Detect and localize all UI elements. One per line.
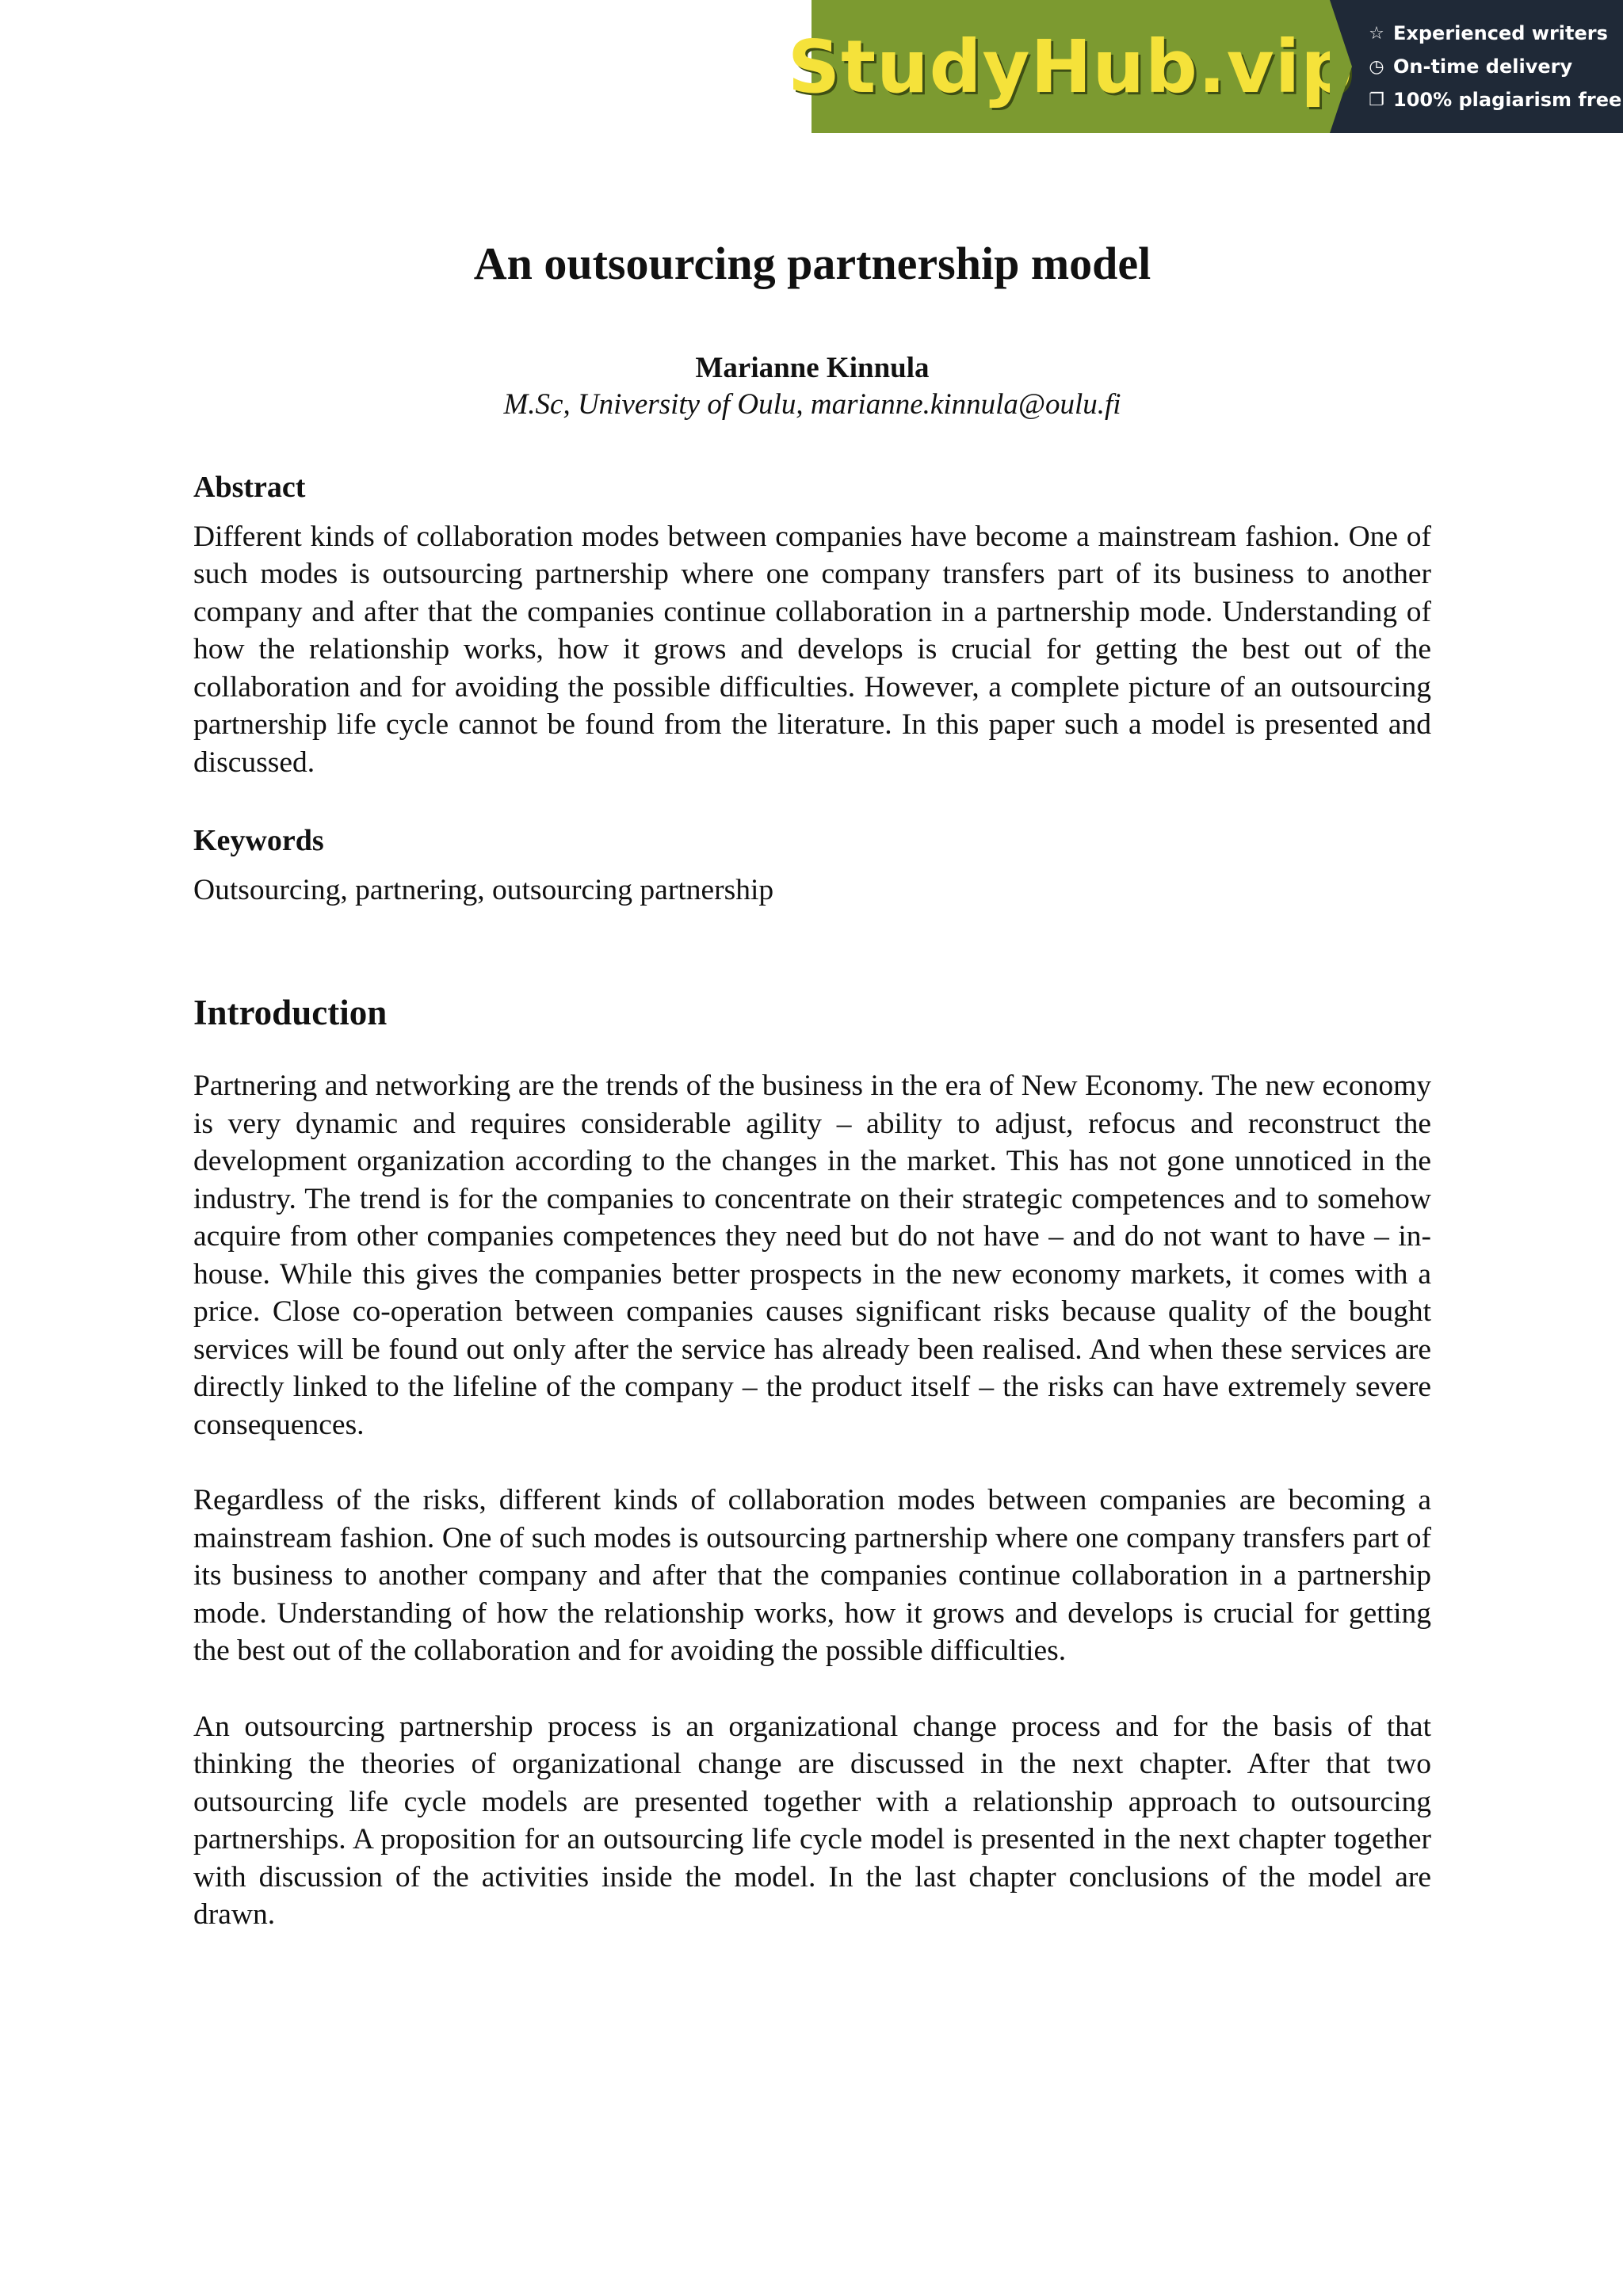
- feature-label: 100% plagiarism free: [1393, 89, 1622, 111]
- studyhub-logo[interactable]: [787, 0, 1354, 133]
- author-name: Marianne Kinnula: [695, 351, 930, 384]
- paper-title: An outsourcing partnership model: [473, 238, 1151, 289]
- banner-arrow-shape: [1330, 0, 1352, 133]
- star-icon: ☆: [1369, 23, 1384, 44]
- abstract-heading: Abstract: [193, 471, 306, 505]
- abstract-text: Different kinds of collaboration modes between companies have become a mainstream fashion. One of such modes is outsourcing partnership where one company transfers part of its business to another company and after that the companies continue collaboration in a partnership mode. Understanding of how the relationship works, how it grows and develops is crucial for getting the best out of the collaboration and for avoiding the possible difficulties. However, a complete picture of an outsourcing partnership life cycle cannot be found from the literature. In this paper such a model is presented and discussed.: [193, 520, 1431, 779]
- banner-features: [1330, 0, 1623, 133]
- introduction-paragraph: Partnering and networking are the trends of the business in the era of New Economy. The new economy is very dynamic and requires considerable agility – ability to adjust, refocus and reconstruct the development organization according to the changes in the market. This has not gone unnoticed in the industry. The trend is for the companies to concentrate on their strategic competences and to somehow acquire from other companies competences they need but do not have – and do not want to have – in-house. While this gives the companies better prospects in the new economy markets, it comes with a price. Close co-operation between companies causes significant risks because quality of the bought services will be found out only after the service has already been realised. And when these services are directly linked to the lifeline of the company – the product itself – the risks can have extremely severe consequences.: [193, 1070, 1431, 1441]
- feature-on-time-delivery: [1366, 52, 1623, 81]
- author-affiliation: M.Sc, University of Oulu, marianne.kinnula@oulu.fi: [503, 387, 1121, 421]
- feature-experienced-writers: [1366, 19, 1623, 48]
- introduction-heading: Introduction: [193, 993, 388, 1033]
- introduction-paragraph: Regardless of the risks, different kinds of collaboration modes between companies are becoming a mainstream fashion. One of such modes is outsourcing partnership where one company transfers part of its business to another company and after that the companies continue collaboration in a partnership mode. Understanding of how the relationship works, how it grows and develops is crucial for getting the best out of the collaboration and for avoiding the possible difficulties.: [193, 1484, 1431, 1668]
- feature-label: Experienced writers: [1393, 22, 1608, 44]
- feature-label: On-time delivery: [1393, 55, 1573, 78]
- keywords-heading: Keywords: [193, 824, 324, 858]
- clock-icon: ◷: [1369, 56, 1384, 77]
- logo-text: StudyHub.vip: [787, 24, 1354, 109]
- copy-icon: ❐: [1369, 90, 1384, 110]
- feature-plagiarism-free: [1366, 86, 1623, 114]
- paper-page: [193, 222, 1431, 1934]
- studyhub-banner[interactable]: [787, 0, 1623, 133]
- introduction-paragraph: An outsourcing partnership process is an organizational change process and for the basis of that thinking the theories of organizational change are discussed in the next chapter. After that two outsourcing life cycle models are presented together with a relationship approach to outsourcing partnerships. A proposition for an outsourcing life cycle model is presented in the next chapter together with discussion of the activities inside the model. In the last chapter conclusions of the model are drawn.: [193, 1710, 1431, 1932]
- keywords-text: Outsourcing, partnering, outsourcing partnership: [193, 873, 774, 906]
